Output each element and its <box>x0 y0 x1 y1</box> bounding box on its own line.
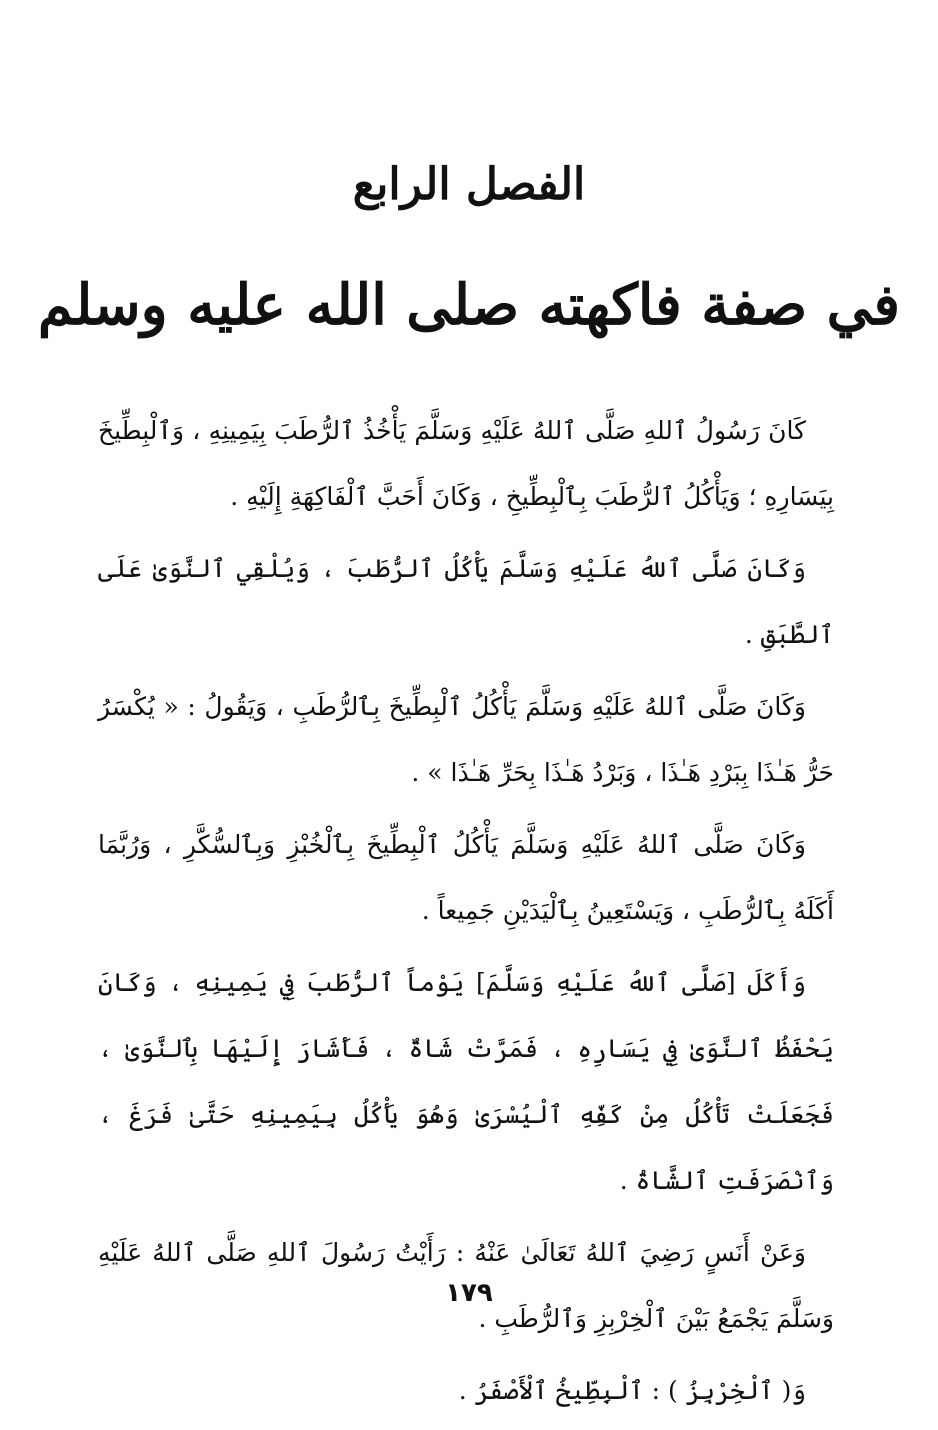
paragraph: وَكَانَ صَلَّى ٱللهُ عَلَيْهِ وَسَلَّمَ يَأْكُلُ ٱلْبِطِّيخَ بِٱلرُّطَبِ ، وَيَقُولُ : « يُكْسَرُ حَرُّ هَـٰذَا بِبَرْدِ هَـٰذَا ، وَبَرْدُ هَـٰذَا بِحَرِّ هَـٰذَا » . <box>98 692 834 787</box>
page-number: ١٧٩ <box>445 1278 493 1308</box>
paragraph: وَكَانَ صَلَّى ٱللهُ عَلَيْهِ وَسَلَّمَ يَأْكُلُ ٱلرُّطَبَ ، وَيُلْقِي ٱلنَّوَىٰ عَلَى ٱلطَّبَقِ . <box>98 554 834 649</box>
paragraph: وَكَانَ صَلَّى ٱللهُ عَلَيْهِ وَسَلَّمَ يَأْكُلُ ٱلْبِطِّيخَ بِٱلْخُبْزِ وَبِٱلسُّكَّرِ ، وَرُبَّمَا أَكَلَهُ بِٱلرُّطَبِ ، وَيَسْتَعِينُ بِٱلْيَدَيْنِ جَمِيعاً . <box>98 830 834 925</box>
paragraph: وَعَنْ أَنَسٍ رَضِيَ ٱللهُ تَعَالَىٰ عَنْهُ : رَأَيْتُ رَسُولَ ٱللهِ صَلَّى ٱللهُ عَلَيْهِ وَسَلَّمَ يَجْمَعُ بَيْنَ ٱلْخِرْبِزِ وَٱلرُّطَبِ . <box>98 1238 834 1333</box>
body-text <box>98 398 834 1430</box>
chapter-subtitle: في صفة فاكهته صلى الله عليه وسلم <box>37 272 901 338</box>
paragraph: وَ( ٱلْخِرْبِزُ ) : ٱلْبِطِّيخُ ٱلْأَصْفَرُ . <box>458 1376 806 1405</box>
paragraph: وَأَكَلَ [صَلَّى ٱللهُ عَلَيْهِ وَسَلَّمَ] يَوْماً ٱلرُّطَبَ فِي يَمِينِهِ ، وَكَانَ يَحْفَظُ ٱلنَّوَىٰ فِي يَسَارِهِ ، فَمَرَّتْ شَاةٌ ، فَأَشَارَ إِلَيْهَا بِٱلنَّوَىٰ ، فَجَعَلَتْ تَأْكُلُ مِنْ كَفِّهِ ٱلْيُسْرَىٰ وَهُوَ يَأْكُلُ بِيَمِينِهِ حَتَّىٰ فَرَغَ ، وَٱنْصَرَفَتِ ٱلشَّاةُ . <box>98 968 834 1195</box>
paragraph: كَانَ رَسُولُ ٱللهِ صَلَّى ٱللهُ عَلَيْهِ وَسَلَّمَ يَأْخُذُ ٱلرُّطَبَ بِيَمِينِهِ ، وَٱلْبِطِّيخَ بِيَسَارِهِ ؛ وَيَأْكُلُ ٱلرُّطَبَ بِٱلْبِطِّيخِ ، وَكَانَ أَحَبَّ ٱلْفَاكِهَةِ إِلَيْهِ . <box>98 416 834 511</box>
chapter-heading: الفصل الرابع <box>352 159 586 210</box>
